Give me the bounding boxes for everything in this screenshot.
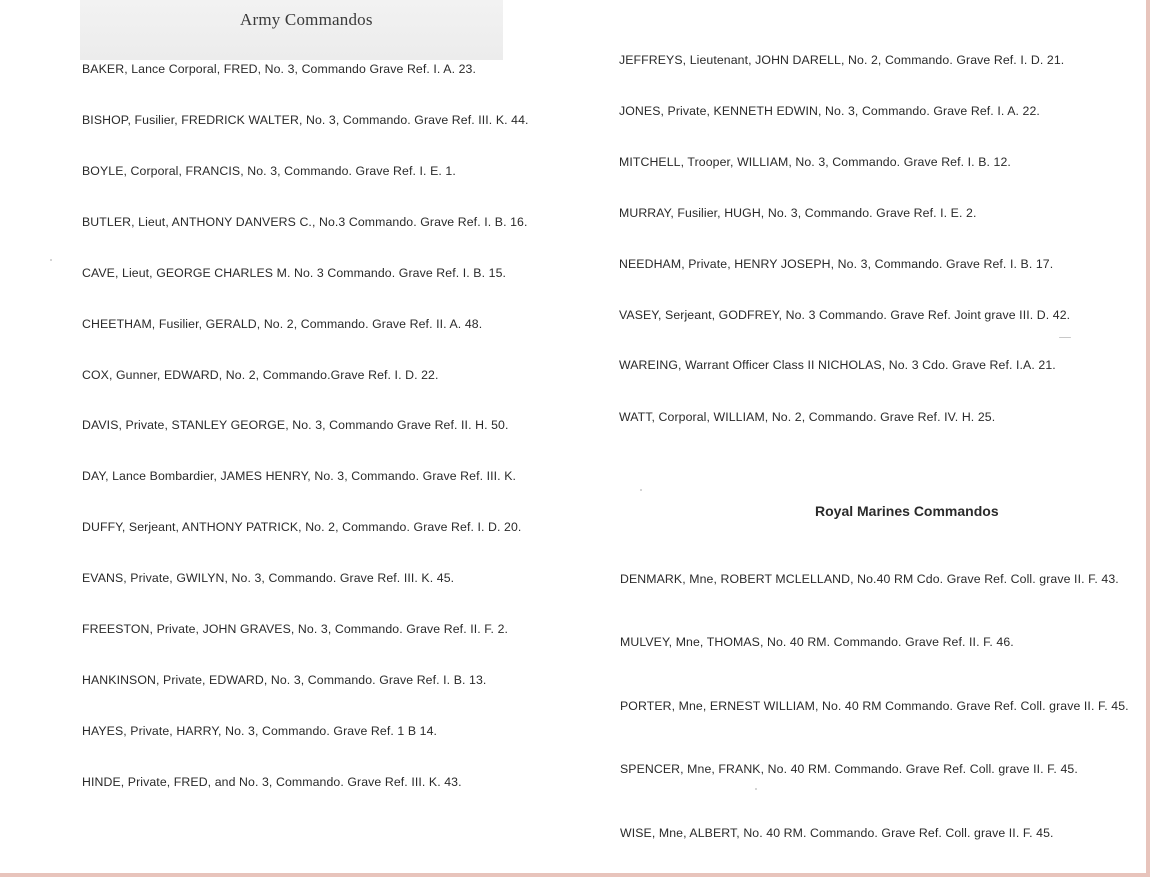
roll-entry: PORTER, Mne, ERNEST WILLIAM, No. 40 RM Commando. Grave Ref. Coll. grave II. F. 45.: [620, 699, 1129, 713]
page-bottom-edge: [0, 873, 1150, 877]
roll-entry: COX, Gunner, EDWARD, No. 2, Commando.Grave Ref. I. D. 22.: [82, 368, 439, 382]
roll-entry: BUTLER, Lieut, ANTHONY DANVERS C., No.3 Commando. Grave Ref. I. B. 16.: [82, 215, 528, 229]
roll-entry: CHEETHAM, Fusilier, GERALD, No. 2, Commando. Grave Ref. II. A. 48.: [82, 317, 483, 331]
scan-speck: [755, 788, 757, 790]
roll-entry: CAVE, Lieut, GEORGE CHARLES M. No. 3 Commando. Grave Ref. I. B. 15.: [82, 266, 507, 280]
scan-speck: [640, 489, 642, 491]
roll-entry: HAYES, Private, HARRY, No. 3, Commando. Grave Ref. 1 B 14.: [82, 724, 438, 738]
roll-entry: WAREING, Warrant Officer Class II NICHOLAS, No. 3 Cdo. Grave Ref. I.A. 21.: [619, 358, 1056, 372]
roll-entry: DAY, Lance Bombardier, JAMES HENRY, No. 3, Commando. Grave Ref. III. K.: [82, 469, 517, 483]
roll-entry: DENMARK, Mne, ROBERT MCLELLAND, No.40 RM Cdo. Grave Ref. Coll. grave II. F. 43.: [620, 572, 1119, 586]
roll-entry: VASEY, Serjeant, GODFREY, No. 3 Commando. Grave Ref. Joint grave III. D. 42.: [619, 308, 1071, 322]
roll-entry: DUFFY, Serjeant, ANTHONY PATRICK, No. 2, Commando. Grave Ref. I. D. 20.: [82, 520, 522, 534]
roll-entry: BAKER, Lance Corporal, FRED, No. 3, Commando Grave Ref. I. A. 23.: [82, 62, 477, 76]
scan-speck: [50, 259, 52, 261]
army-heading-box: [80, 0, 503, 60]
royal-marines-commandos-heading: Royal Marines Commandos: [815, 503, 999, 519]
roll-entry: WISE, Mne, ALBERT, No. 40 RM. Commando. Grave Ref. Coll. grave II. F. 45.: [620, 826, 1054, 840]
roll-entry: HINDE, Private, FRED, and No. 3, Commando. Grave Ref. III. K. 43.: [82, 775, 462, 789]
roll-entry: MULVEY, Mne, THOMAS, No. 40 RM. Commando. Grave Ref. II. F. 46.: [620, 635, 1014, 649]
roll-entry: NEEDHAM, Private, HENRY JOSEPH, No. 3, Commando. Grave Ref. I. B. 17.: [619, 257, 1054, 271]
roll-entry: BISHOP, Fusilier, FREDRICK WALTER, No. 3, Commando. Grave Ref. III. K. 44.: [82, 113, 529, 127]
roll-entry: JONES, Private, KENNETH EDWIN, No. 3, Commando. Grave Ref. I. A. 22.: [619, 104, 1040, 118]
roll-entry: EVANS, Private, GWILYN, No. 3, Commando. Grave Ref. III. K. 45.: [82, 571, 455, 585]
page-right-edge: [1146, 0, 1150, 877]
roll-entry: BOYLE, Corporal, FRANCIS, No. 3, Commando. Grave Ref. I. E. 1.: [82, 164, 456, 178]
roll-entry: MITCHELL, Trooper, WILLIAM, No. 3, Commando. Grave Ref. I. B. 12.: [619, 155, 1011, 169]
roll-entry: JEFFREYS, Lieutenant, JOHN DARELL, No. 2, Commando. Grave Ref. I. D. 21.: [619, 53, 1065, 67]
roll-entry: WATT, Corporal, WILLIAM, No. 2, Commando. Grave Ref. IV. H. 25.: [619, 410, 996, 424]
scan-speck: [1059, 337, 1071, 338]
roll-entry: FREESTON, Private, JOHN GRAVES, No. 3, Commando. Grave Ref. II. F. 2.: [82, 622, 509, 636]
roll-entry: DAVIS, Private, STANLEY GEORGE, No. 3, Commando Grave Ref. II. H. 50.: [82, 418, 509, 432]
army-commandos-heading: Army Commandos: [240, 10, 373, 29]
roll-entry: SPENCER, Mne, FRANK, No. 40 RM. Commando. Grave Ref. Coll. grave II. F. 45.: [620, 762, 1078, 776]
roll-entry: HANKINSON, Private, EDWARD, No. 3, Commando. Grave Ref. I. B. 13.: [82, 673, 487, 687]
roll-entry: MURRAY, Fusilier, HUGH, No. 3, Commando. Grave Ref. I. E. 2.: [619, 206, 977, 220]
